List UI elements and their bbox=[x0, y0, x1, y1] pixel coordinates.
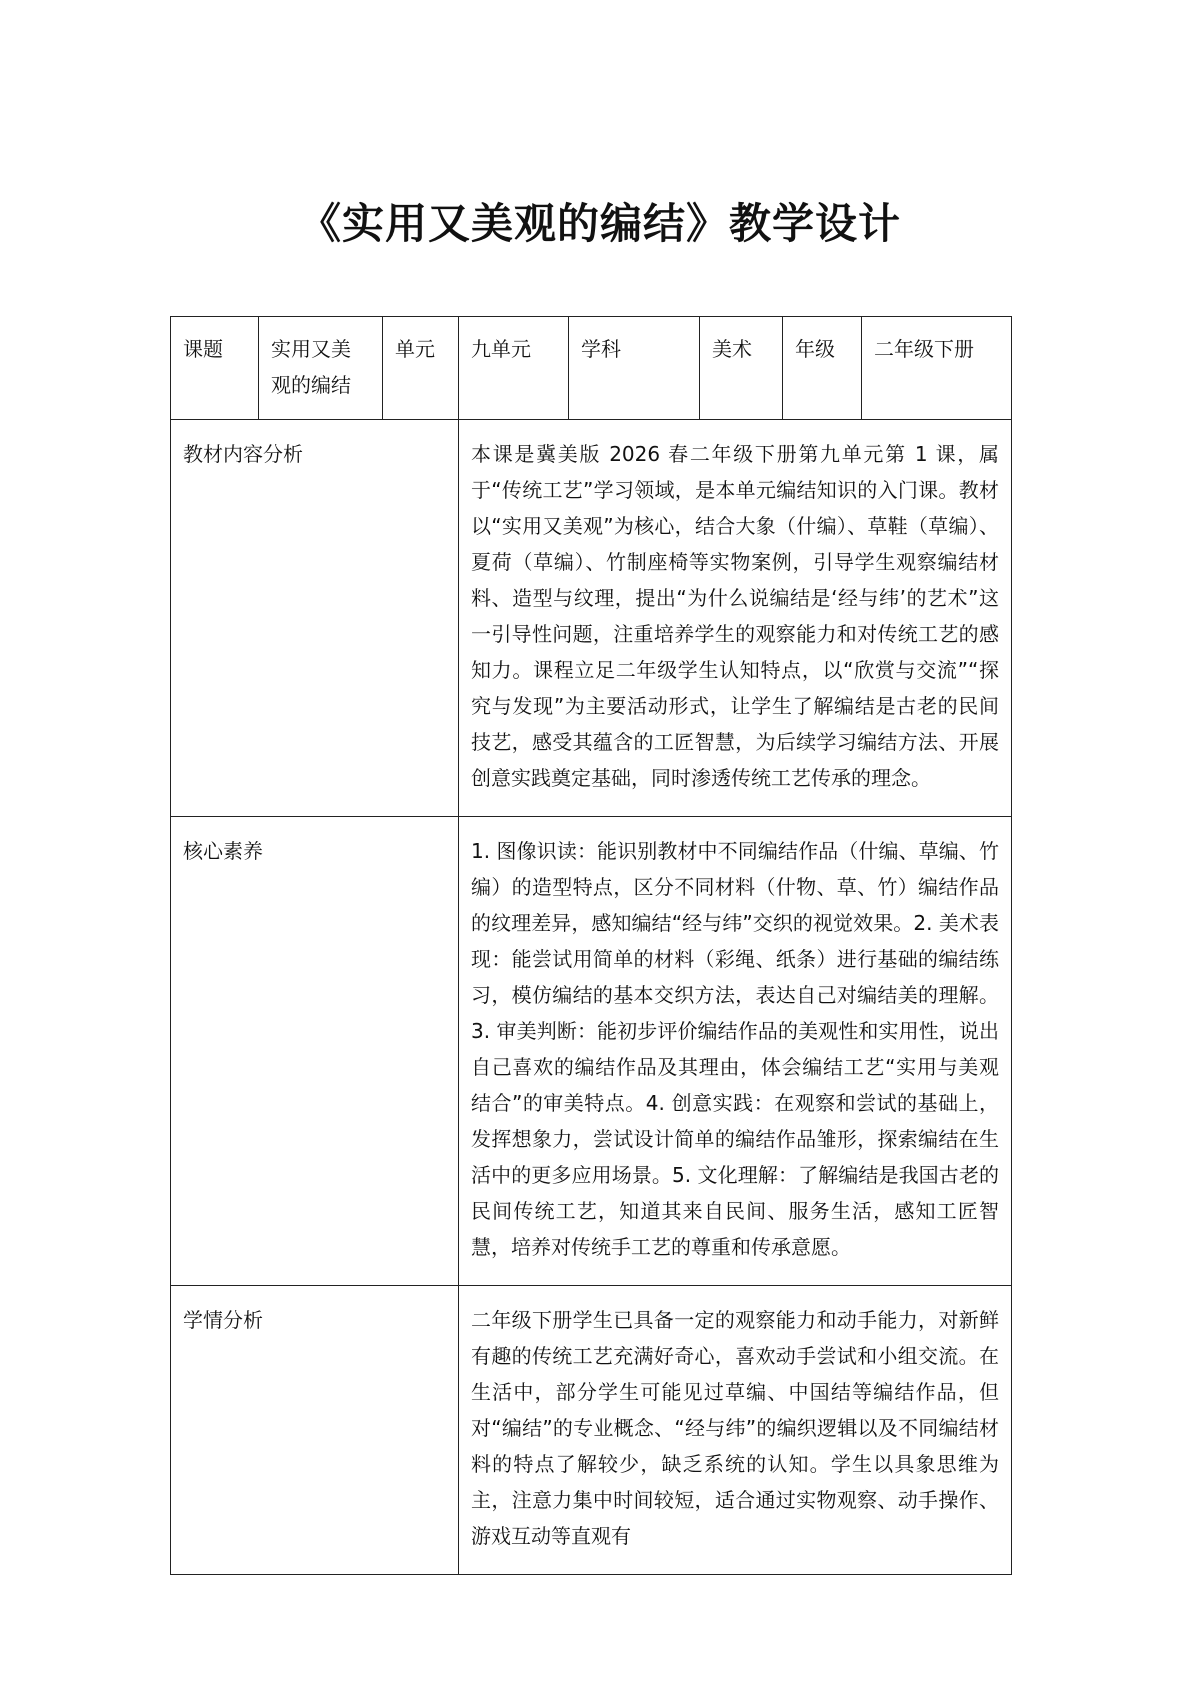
unit-label-cell bbox=[383, 317, 459, 420]
section-label: 核心素养 bbox=[183, 839, 263, 863]
header-row bbox=[171, 317, 1012, 420]
subject-value: 美术 bbox=[712, 337, 752, 361]
section-label-cell bbox=[171, 420, 459, 817]
unit-value: 九单元 bbox=[471, 337, 531, 361]
grade-value: 二年级下册 bbox=[874, 337, 974, 361]
section-content-cell bbox=[459, 1286, 1012, 1575]
unit-value-cell bbox=[459, 317, 569, 420]
section-content-cell bbox=[459, 817, 1012, 1286]
topic-label: 课题 bbox=[183, 337, 223, 361]
topic-label-cell bbox=[171, 317, 259, 420]
section-content: 本课是冀美版 2026 春二年级下册第九单元第 1 课，属于“传统工艺”学习领域，是本单元编结知识的入门课。教材以“实用又美观”为核心，结合大象（什编）、草鞋（草编）、夏荷（草编）、竹制座椅等实物案例，引导学生观察编结材料、造型与纹理，提出“为什么说编结是‘经与纬’的艺术”这一引导性问题，注重培养学生的观察能力和对传统工艺的感知力。课程立足二年级学生认知特点，以“欣赏与交流”“探究与发现”为主要活动形式，让学生了解编结是古老的民间技艺，感受其蕴含的工匠智慧，为后续学习编结方法、开展创意实践奠定基础，同时渗透传统工艺传承的理念。 bbox=[471, 442, 999, 790]
section-label-cell bbox=[171, 817, 459, 1286]
subject-label: 学科 bbox=[581, 337, 621, 361]
section-row-learner-analysis bbox=[171, 1286, 1012, 1575]
document-title: 《实用又美观的编结》教学设计 bbox=[298, 199, 901, 248]
unit-label: 单元 bbox=[395, 337, 435, 361]
section-label: 教材内容分析 bbox=[183, 442, 303, 466]
section-row-core-literacy bbox=[171, 817, 1012, 1286]
section-label: 学情分析 bbox=[183, 1308, 263, 1332]
grade-label-cell bbox=[783, 317, 862, 420]
section-content-cell bbox=[459, 420, 1012, 817]
topic-value: 实用又美观的编结 bbox=[271, 337, 351, 397]
lesson-plan-table bbox=[170, 316, 1012, 1575]
section-label-cell bbox=[171, 1286, 459, 1575]
topic-value-cell bbox=[259, 317, 383, 420]
subject-label-cell bbox=[569, 317, 700, 420]
section-content: 二年级下册学生已具备一定的观察能力和动手能力，对新鲜有趣的传统工艺充满好奇心，喜欢动手尝试和小组交流。在生活中，部分学生可能见过草编、中国结等编结作品，但对“编结”的专业概念、“经与纬”的编织逻辑以及不同编结材料的特点了解较少，缺乏系统的认知。学生以具象思维为主，注意力集中时间较短，适合通过实物观察、动手操作、游戏互动等直观有 bbox=[471, 1308, 999, 1548]
grade-value-cell bbox=[862, 317, 1012, 420]
grade-label: 年级 bbox=[795, 337, 835, 361]
section-row-material-analysis bbox=[171, 420, 1012, 817]
section-content: 1. 图像识读：能识别教材中不同编结作品（什编、草编、竹编）的造型特点，区分不同材料（什物、草、竹）编结作品的纹理差异，感知编结“经与纬”交织的视觉效果。2. 美术表现：能尝试用简单的材料（彩绳、纸条）进行基础的编结练习，模仿编结的基本交织方法，表达自己对编结美的理解。3. 审美判断：能初步评价编结作品的美观性和实用性，说出自己喜欢的编结作品及其理由，体会编结工艺“实用与美观结合”的审美特点。4. 创意实践：在观察和尝试的基础上，发挥想象力，尝试设计简单的编结作品雏形，探索编结在生活中的更多应用场景。5. 文化理解：了解编结是我国古老的民间传统工艺，知道其来自民间、服务生活，感知工匠智慧，培养对传统手工艺的尊重和传承意愿。 bbox=[471, 839, 999, 1259]
subject-value-cell bbox=[700, 317, 783, 420]
